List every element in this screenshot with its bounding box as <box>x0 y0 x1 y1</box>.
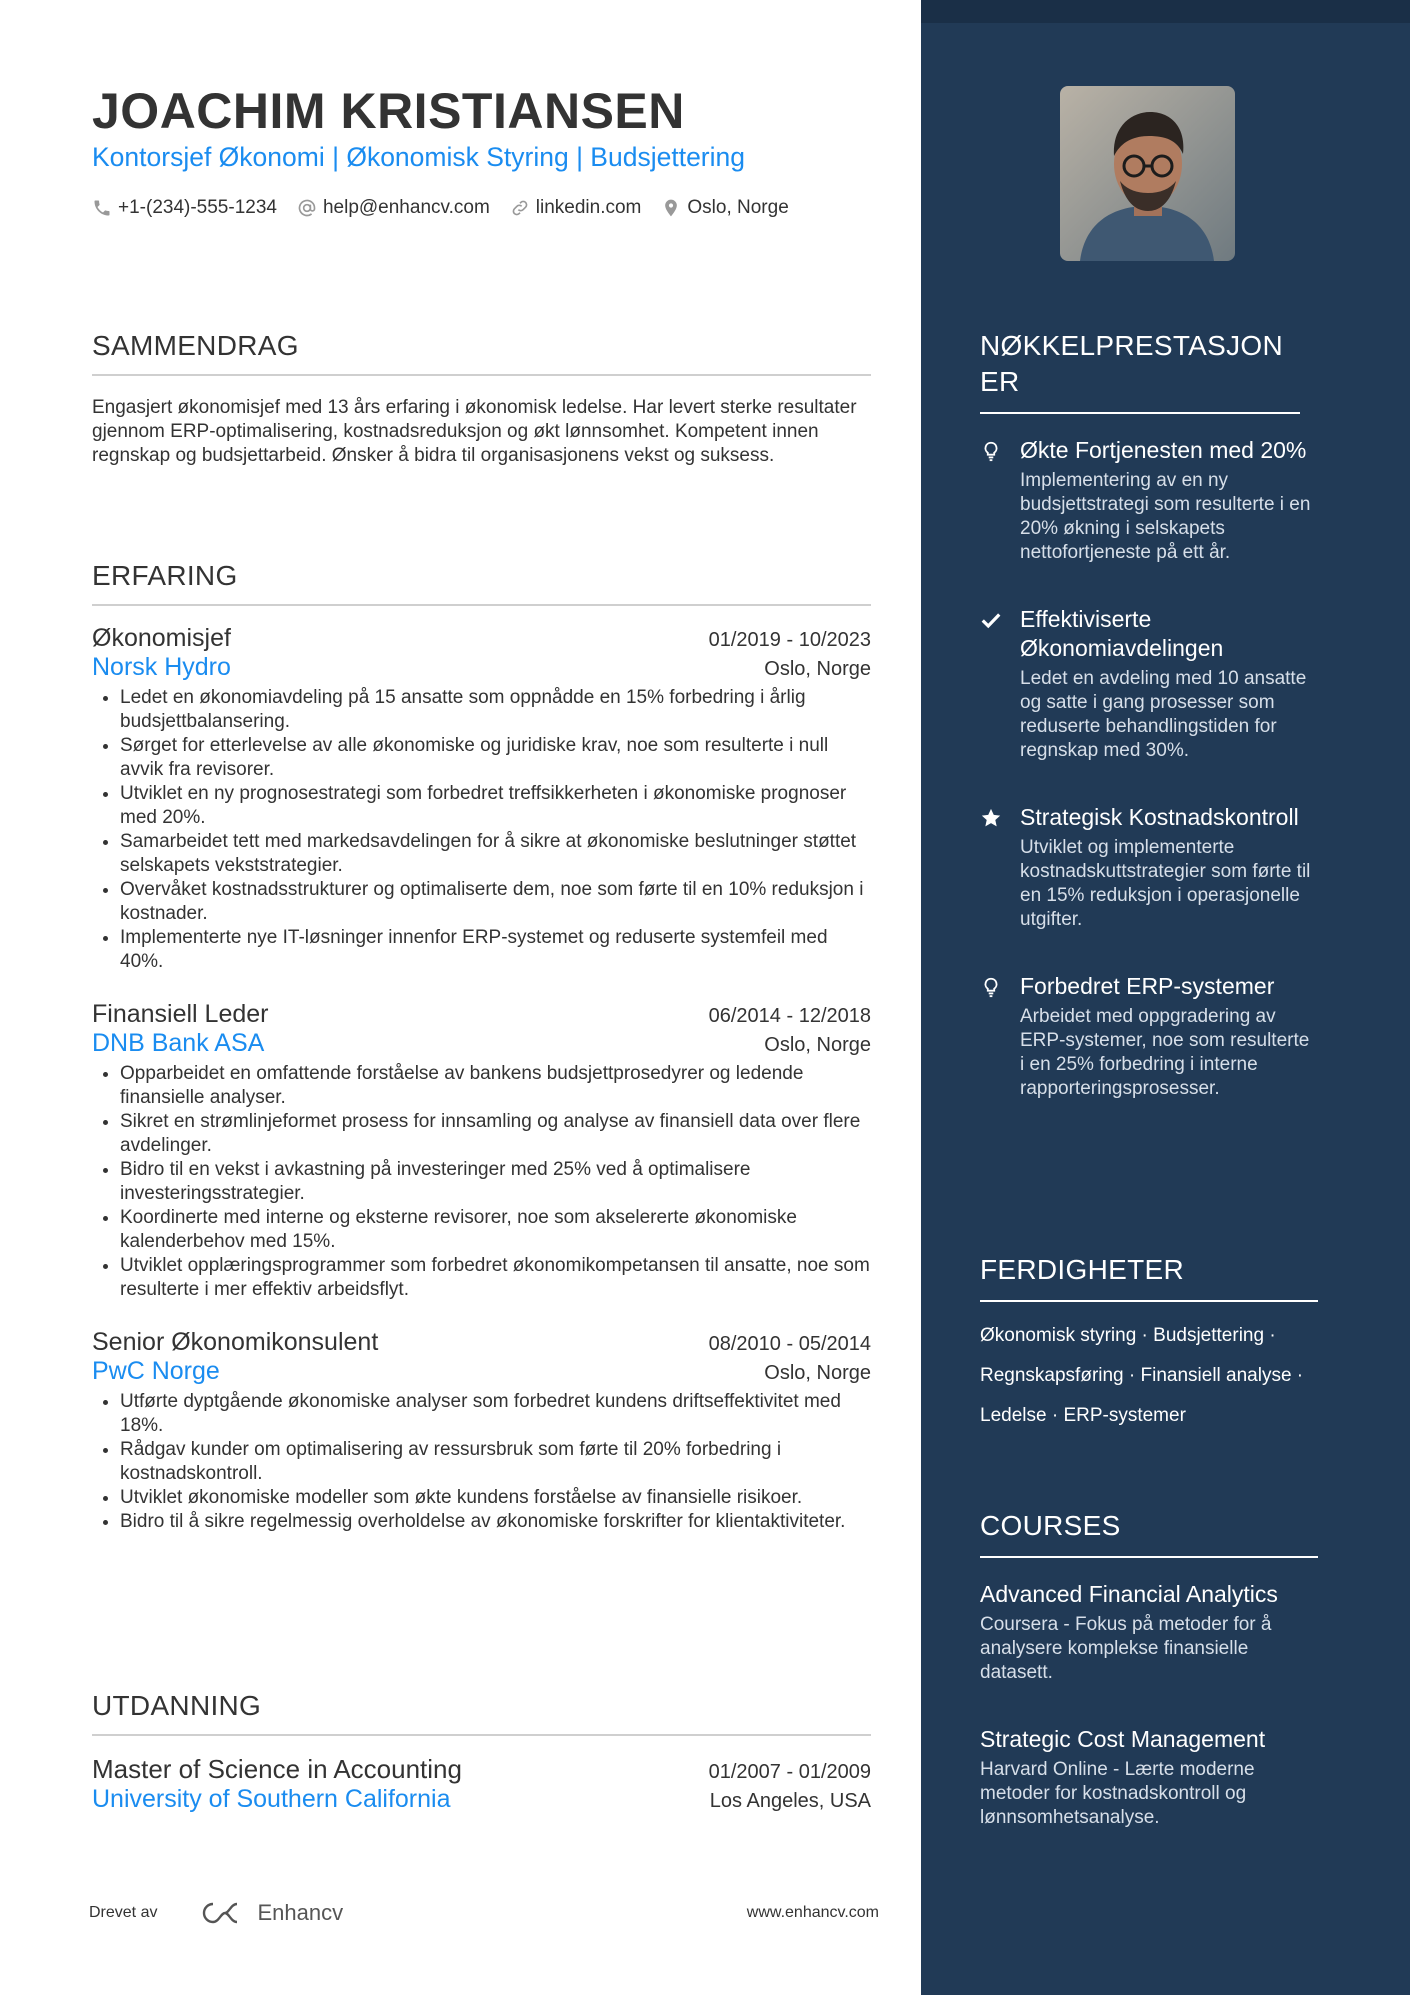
contact-location <box>661 197 788 219</box>
achievement-title: Forbedret ERP-systemer <box>1020 973 1275 999</box>
sidebar <box>921 0 1410 1995</box>
achievement-title: Økte Fortjenesten med 20% <box>1020 437 1307 463</box>
degree: Master of Science in Accounting <box>92 1754 462 1784</box>
avatar <box>1060 86 1235 261</box>
course-desc: Harvard Online - Lærte moderne metoder for kostnadskontroll og lønnsomhetsanalyse. <box>980 1759 1255 1828</box>
brand-text: Enhancv <box>257 1900 344 1925</box>
candidate-name: JOACHIM KRISTIANSEN <box>92 83 685 139</box>
link-icon <box>510 198 530 218</box>
job-location: Oslo, Norge <box>764 1362 871 1384</box>
skills-list: Økonomisk styring · Budsjettering · Regnskapsføring · Finansiell analyse · Ledelse · ERP-systemer <box>980 1325 1304 1426</box>
courses-title: COURSES <box>980 1508 1318 1558</box>
job-date: 01/2019 - 10/2023 <box>708 629 871 651</box>
job-location: Oslo, Norge <box>764 1034 871 1056</box>
course-title: Advanced Financial Analytics <box>980 1581 1278 1607</box>
achievement-item <box>980 436 1318 565</box>
website-link[interactable]: www.enhancv.com <box>746 1904 879 1921</box>
skills-section <box>980 1252 1318 1436</box>
phone-text: +1-(234)-555-1234 <box>118 197 277 218</box>
achievement-desc: Implementering av en ny budsjettstrategi som resulterte i en 20% økning i selskapets nettofortjeneste på ett år. <box>1020 470 1311 563</box>
headline: Kontorsjef Økonomi | Økonomisk Styring | Budsjettering <box>92 142 745 172</box>
job-bullet: • Utviklet økonomiske modeller som økte kundens forståelse av finansielle risikoer. <box>120 1486 871 1510</box>
job-bullets <box>92 686 871 974</box>
location-icon <box>661 198 681 218</box>
job-bullet: • Implementerte nye IT-løsninger innenfor ERP-systemet og reduserte systemfeil med 40%. <box>120 926 871 974</box>
job-date: 06/2014 - 12/2018 <box>708 1005 871 1027</box>
job-bullets <box>92 1390 871 1534</box>
achievements-title: NØKKELPRESTASJONER <box>980 328 1300 414</box>
achievements-section <box>980 328 1318 1101</box>
summary-title: SAMMENDRAG <box>92 330 871 376</box>
education-date: 01/2007 - 01/2009 <box>708 1761 871 1783</box>
job-bullet: • Samarbeidet tett med markedsavdelingen for å sikre at økonomiske beslutninger støttet selskapets vekststrategier. <box>120 830 871 878</box>
lightbulb-icon <box>980 976 1002 998</box>
job-company: PwC Norge <box>92 1357 220 1385</box>
achievement-desc: Ledet en avdeling med 10 ansatte og satte i gang prosesser som reduserte behandlingstiden for regnskap med 30%. <box>1020 668 1307 761</box>
enhancv-logo-icon <box>201 1900 249 1926</box>
contact-email[interactable] <box>297 197 490 219</box>
achievement-desc: Arbeidet med oppgradering av ERP-systemer, noe som resulterte i en 25% forbedring i interne rapporteringsprosesser. <box>1020 1006 1310 1099</box>
footer <box>89 1900 879 1926</box>
education-location: Los Angeles, USA <box>709 1790 871 1812</box>
achievement-item <box>980 972 1318 1101</box>
job-bullet: • Sikret en strømlinjeformet prosess for innsamling og analyse av finansiell data over flere avdelinger. <box>120 1110 871 1158</box>
sidebar-top-bar <box>921 0 1410 23</box>
job-bullet: • Overvåket kostnadsstrukturer og optimaliserte dem, noe som førte til en 10% reduksjon i kostnader. <box>120 878 871 926</box>
job-bullet: • Ledet en økonomiavdeling på 15 ansatte som oppnådde en 15% forbedring i årlig budsjettbalansering. <box>120 686 871 734</box>
at-icon <box>297 198 317 218</box>
checkmark-icon <box>980 609 1002 631</box>
job-title: Finansiell Leder <box>92 1000 269 1028</box>
experience-title: ERFARING <box>92 560 871 606</box>
job-title: Senior Økonomikonsulent <box>92 1328 379 1356</box>
contact-linkedin[interactable] <box>510 197 642 219</box>
achievement-item <box>980 605 1318 763</box>
profile-photo <box>1060 86 1235 261</box>
linkedin-text[interactable]: linkedin.com <box>535 197 642 218</box>
job-bullet: • Rådgav kunder om optimalisering av ressursbruk som førte til 20% forbedring i kostnadskontroll. <box>120 1438 871 1486</box>
achievement-title: Strategisk Kostnadskontroll <box>1020 804 1299 830</box>
achievement-desc: Utviklet og implementerte kostnadskuttstrategier som førte til en 15% reduksjon i operasjonelle utgifter. <box>1020 837 1311 930</box>
job-bullet: • Bidro til å sikre regelmessig overholdelse av økonomiske forskrifter for klientaktiviteter. <box>120 1510 871 1534</box>
course-desc: Coursera - Fokus på metoder for å analysere komplekse finansielle datasett. <box>980 1614 1272 1683</box>
education-title: UTDANNING <box>92 1690 871 1736</box>
skills-title: FERDIGHETER <box>980 1252 1318 1302</box>
job-title: Økonomisjef <box>92 624 231 652</box>
job-bullets <box>92 1062 871 1302</box>
course-title: Strategic Cost Management <box>980 1726 1266 1752</box>
job-date: 08/2010 - 05/2014 <box>708 1333 871 1355</box>
job-entry <box>92 1328 871 1534</box>
job-bullet: • Koordinerte med interne og eksterne revisorer, noe som akselererte økonomiske kalenderbehov med 15%. <box>120 1206 871 1254</box>
job-company: Norsk Hydro <box>92 653 231 681</box>
education-entry <box>92 1754 871 1814</box>
achievement-title: Effektiviserte Økonomiavdelingen <box>1020 606 1224 661</box>
courses-section <box>980 1508 1318 1830</box>
summary-text: Engasjert økonomisjef med 13 års erfaring i økonomisk ledelse. Har levert sterke resultater gjennom ERP-optimalisering, kostnadsreduksjon og økt lønnsomhet. Kompetent innen regnskap og budsjettarbeid. Ønsker å bidra til organisasjonens vekst og suksess. <box>92 397 857 466</box>
achievement-item <box>980 803 1318 932</box>
contact-phone <box>92 197 277 219</box>
enhancv-logo[interactable] <box>201 1900 343 1926</box>
job-company: DNB Bank ASA <box>92 1029 265 1057</box>
job-bullet: • Opparbeidet en omfattende forståelse av bankens budsjettprosedyrer og ledende finansielle analyser. <box>120 1062 871 1110</box>
school: University of Southern California <box>92 1785 451 1813</box>
job-bullet: • Bidro til en vekst i avkastning på investeringer med 25% ved å optimalisere investeringsstrategier. <box>120 1158 871 1206</box>
summary-section <box>92 330 871 468</box>
job-entry <box>92 1000 871 1302</box>
job-bullet: • Utførte dyptgående økonomiske analyser som forbedret kundens driftseffektivitet med 18%. <box>120 1390 871 1438</box>
experience-section <box>92 560 871 1534</box>
powered-by: Drevet av <box>89 1904 158 1921</box>
email-text[interactable]: help@enhancv.com <box>322 197 490 218</box>
star-icon <box>980 807 1002 829</box>
contact-bar <box>92 197 789 219</box>
job-location: Oslo, Norge <box>764 658 871 680</box>
job-bullet: • Utviklet en ny prognosestrategi som forbedret treffsikkerheten i økonomiske prognoser med 20%. <box>120 782 871 830</box>
job-bullet: • Sørget for etterlevelse av alle økonomiske og juridiske krav, noe som resulterte i null avvik fra revisorer. <box>120 734 871 782</box>
job-bullet: • Utviklet opplæringsprogrammer som forbedret økonomikompetansen til ansatte, noe som resulterte i mer effektiv arbeidsflyt. <box>120 1254 871 1302</box>
course-item <box>980 1725 1318 1830</box>
job-entry <box>92 624 871 974</box>
location-text: Oslo, Norge <box>687 197 789 218</box>
phone-icon <box>92 198 112 218</box>
course-item <box>980 1580 1318 1685</box>
education-section <box>92 1690 871 1814</box>
lightbulb-icon <box>980 440 1002 462</box>
